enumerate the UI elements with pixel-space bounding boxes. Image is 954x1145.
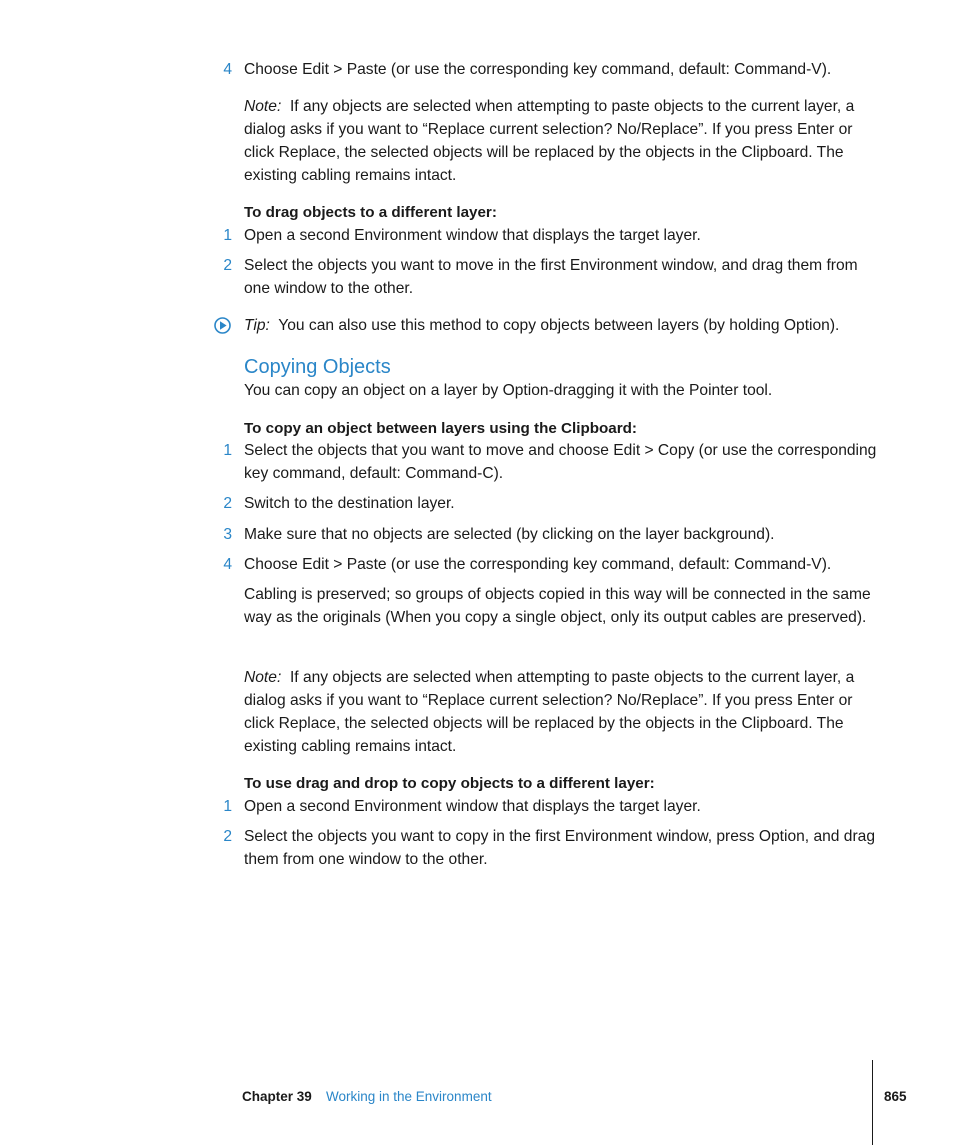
step-number: 4: [223, 556, 232, 573]
step-number: 2: [223, 495, 232, 512]
clipboard-heading: To copy an object between layers using the Clipboard:: [244, 420, 637, 437]
tip-paragraph: [244, 314, 884, 337]
tip-label: Tip:: [244, 317, 270, 334]
note-paragraph: [244, 666, 884, 758]
note-label: Note:: [244, 98, 282, 115]
footer-chapter: Chapter 39: [242, 1089, 312, 1104]
footer-chapter-title: Working in the Environment: [326, 1089, 492, 1104]
page-number: 865: [884, 1089, 907, 1104]
section-intro: You can copy an object on a layer by Option-dragging it with the Pointer tool.: [244, 382, 773, 399]
note-label: Note:: [244, 669, 282, 686]
step-number: 3: [223, 526, 232, 543]
step-text: Make sure that no objects are selected (by clicking on the layer background).: [244, 526, 775, 543]
tip-arrow-icon: [214, 317, 231, 334]
step-text: Open a second Environment window that displays the target layer.: [244, 227, 701, 244]
step-text: Open a second Environment window that displays the target layer.: [244, 798, 701, 815]
note-text: If any objects are selected when attempting to paste objects to the current layer, a dialog asks if you want to “Replace current selection? No/Replace”. If you press Enter or click Replace, the selected objects will be replaced by the objects in the Clipboard. The existing cabling remains intact.: [244, 98, 855, 184]
step-text: Choose Edit > Paste (or use the corresponding key command, default: Command-V).: [244, 61, 832, 78]
section-title: Copying Objects: [244, 356, 391, 378]
step-number: 2: [223, 828, 232, 845]
note-text: If any objects are selected when attempting to paste objects to the current layer, a dialog asks if you want to “Replace current selection? No/Replace”. If you press Enter or click Replace, the selected objects will be replaced by the objects in the Clipboard. The existing cabling remains intact.: [244, 669, 855, 755]
step-text: Select the objects you want to move in the first Environment window, and drag them from one window to the other.: [244, 257, 858, 297]
step-number: 1: [223, 227, 232, 244]
footer-divider: [872, 1060, 873, 1145]
dnd-heading: To use drag and drop to copy objects to a different layer:: [244, 775, 655, 792]
step-number: 2: [223, 257, 232, 274]
tip-text: You can also use this method to copy objects between layers (by holding Option).: [278, 317, 840, 334]
step-text: Select the objects you want to copy in the first Environment window, press Option, and drag them from one window to the other.: [244, 828, 876, 868]
step-text: Switch to the destination layer.: [244, 495, 455, 512]
step-number: 1: [223, 442, 232, 459]
cabling-paragraph: Cabling is preserved; so groups of objects copied in this way will be connected in the same way as the originals (When you copy a single object, only its output cables are preserved).: [244, 586, 871, 626]
step-text: Select the objects that you want to move and choose Edit > Copy (or use the corresponding key command, default: Command-C).: [244, 442, 877, 482]
step-number: 1: [223, 798, 232, 815]
drag-heading: To drag objects to a different layer:: [244, 204, 497, 221]
step-text: Choose Edit > Paste (or use the corresponding key command, default: Command-V).: [244, 556, 832, 573]
step-number: 4: [223, 61, 232, 78]
note-paragraph: [244, 95, 884, 187]
